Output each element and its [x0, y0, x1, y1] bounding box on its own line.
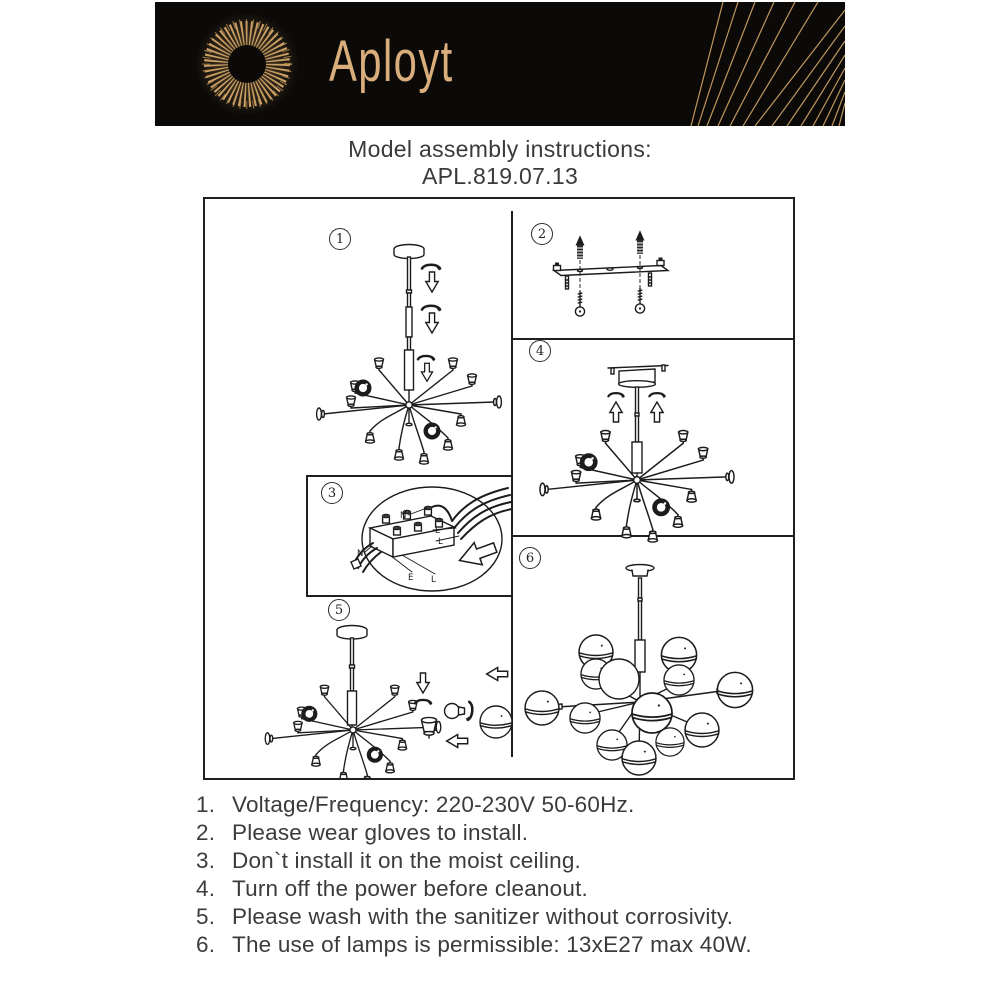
- wire-label-l-top: L: [438, 537, 443, 547]
- step2-illustration: [554, 232, 669, 316]
- instruction-item: [196, 820, 856, 848]
- page-title: Model assembly instructions:: [348, 136, 652, 162]
- banner-rays: [691, 2, 845, 126]
- step-badge-5: 5: [328, 599, 350, 621]
- instruction-number: 5.: [196, 904, 216, 929]
- step-badge-3: 3: [321, 482, 343, 504]
- instruction-item: [196, 848, 856, 876]
- wire-label-e-bottom: E: [408, 573, 414, 583]
- instruction-item: [196, 904, 856, 932]
- brand-wordmark: Aployt: [329, 29, 454, 94]
- instruction-text: Voltage/Frequency: 220-230V 50-60Hz.: [232, 792, 635, 817]
- wire-label-n-top: N: [400, 511, 407, 521]
- assembly-diagram: [203, 197, 795, 780]
- instruction-text: Please wash with the sanitizer without corrosivity.: [232, 904, 734, 929]
- instruction-item: [196, 932, 856, 960]
- instruction-number: 2.: [196, 820, 216, 845]
- step-badge-6: 6: [519, 547, 541, 569]
- step5-illustration: [265, 626, 512, 779]
- instruction-text: Please wear gloves to install.: [232, 820, 529, 845]
- step-badge-4: 4: [529, 340, 551, 362]
- instruction-text: Don`t install it on the moist ceiling.: [232, 848, 582, 873]
- instruction-number: 3.: [196, 848, 216, 873]
- step4-illustration: [540, 365, 734, 542]
- banner-art: [155, 2, 845, 126]
- step3-illustration: [351, 487, 512, 591]
- instruction-text: The use of lamps is permissible: 13xE27 max 40W.: [232, 932, 752, 957]
- step-badge-2: 2: [531, 223, 553, 245]
- brand-banner: [155, 2, 845, 126]
- model-number: APL.819.07.13: [421, 163, 579, 189]
- step6-illustration: [525, 565, 753, 775]
- instruction-number: 4.: [196, 876, 216, 901]
- step1-illustration: [317, 245, 502, 465]
- instruction-text: Turn off the power before cleanout.: [232, 876, 588, 901]
- instruction-list: [196, 792, 856, 960]
- instruction-number: 6.: [196, 932, 216, 957]
- instruction-item: [196, 876, 856, 904]
- sunburst-logo: [195, 12, 299, 116]
- instruction-number: 1.: [196, 792, 216, 817]
- wire-label-e-top: E: [435, 526, 441, 536]
- wire-label-n-bottom: N: [357, 549, 364, 559]
- instruction-item: [196, 792, 856, 820]
- wire-label-l-bottom: L: [431, 575, 436, 585]
- diagram-artwork: [205, 199, 793, 778]
- step-badge-1: 1: [329, 228, 351, 250]
